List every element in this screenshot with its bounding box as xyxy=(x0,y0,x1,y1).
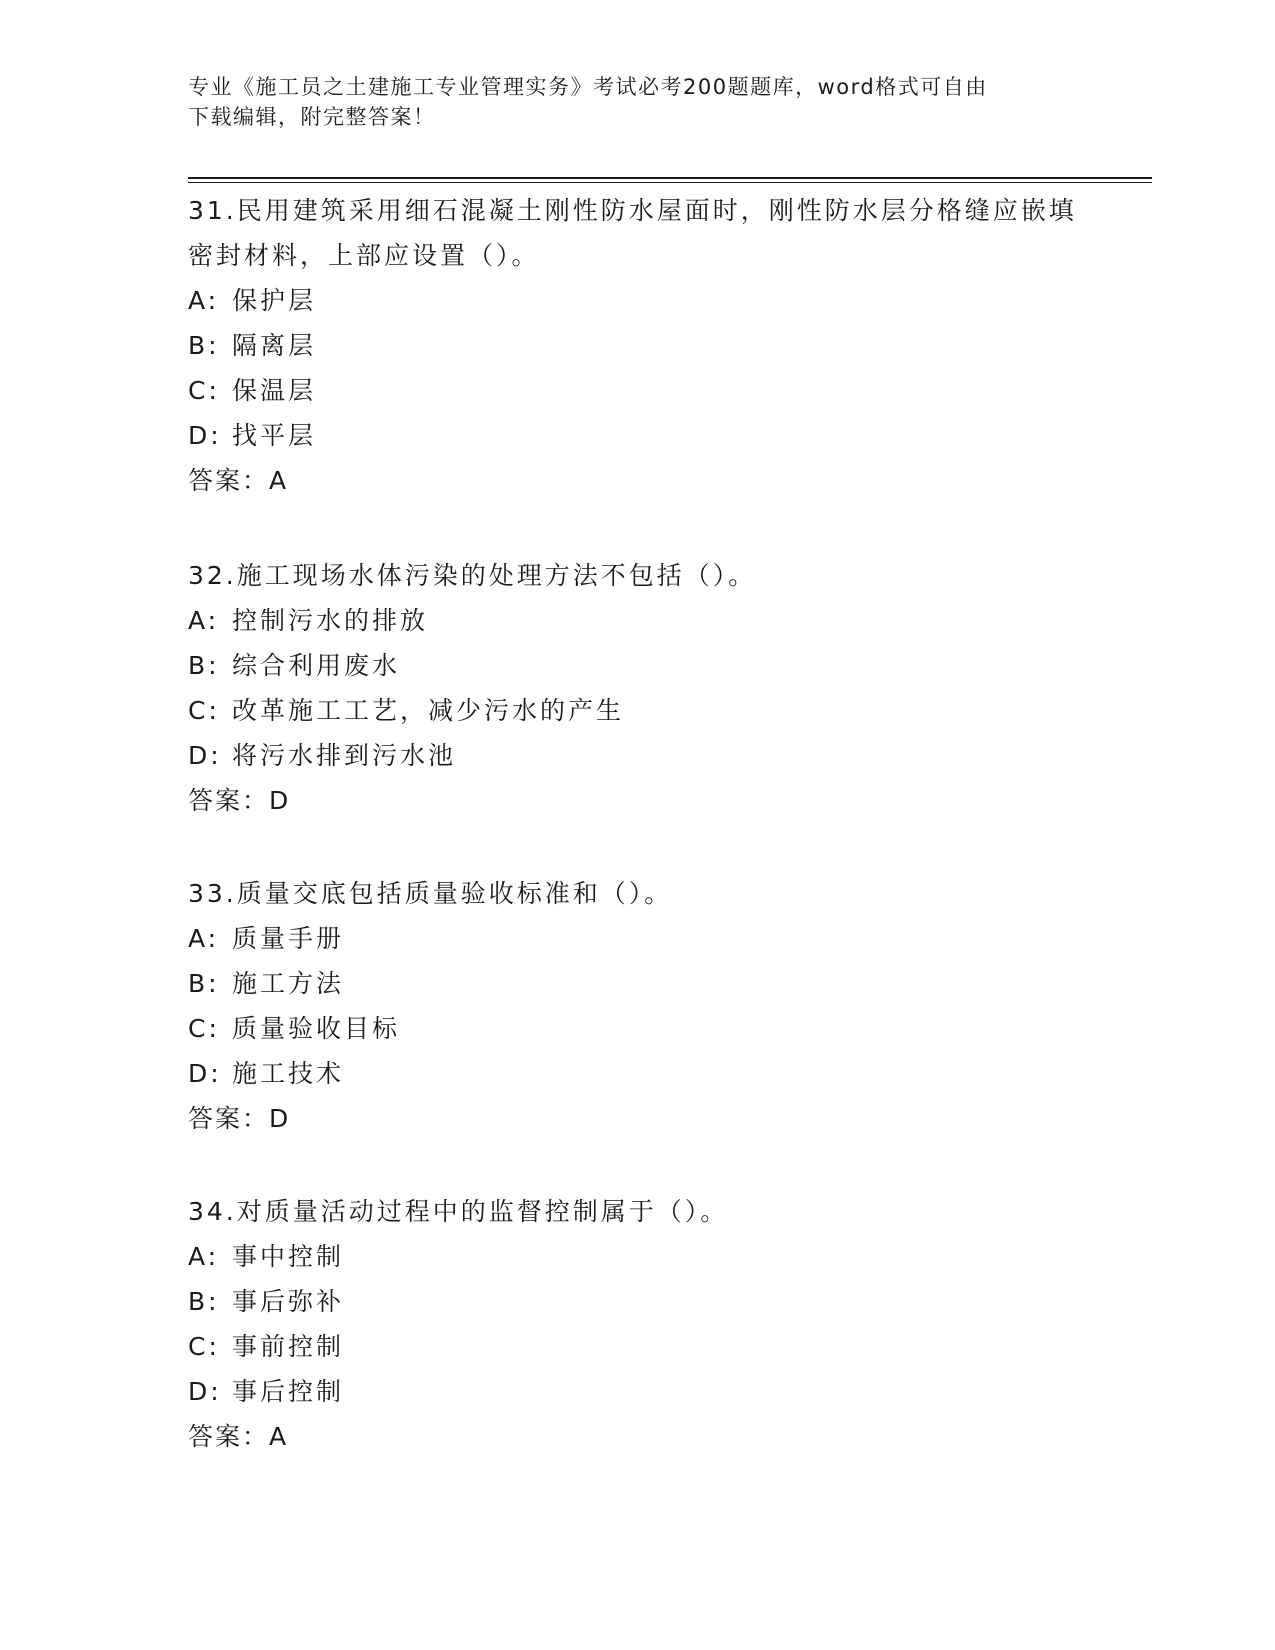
option-text: 事中控制 xyxy=(232,1242,345,1271)
option-b xyxy=(188,643,1088,688)
option-letter: A: xyxy=(188,1242,220,1271)
answer-line: 答案：A xyxy=(188,466,289,495)
question-stem: 32.施工现场水体污染的处理方法不包括（）。 xyxy=(188,561,757,590)
option-c xyxy=(188,368,1088,413)
option-text: 事后弥补 xyxy=(232,1287,345,1316)
option-letter: B: xyxy=(188,1287,220,1316)
question-stem: 31.民用建筑采用细石混凝土刚性防水屋面时，刚性防水层分格缝应嵌填密封材料，上部应设置（）。 xyxy=(188,196,1077,270)
option-letter: C: xyxy=(188,1332,220,1361)
option-a xyxy=(188,1234,1088,1279)
option-b xyxy=(188,1279,1088,1324)
option-c xyxy=(188,688,1088,733)
option-text: 事后控制 xyxy=(232,1377,345,1406)
option-b xyxy=(188,961,1088,1006)
option-text: 施工方法 xyxy=(232,969,345,998)
header-line-2: 下载编辑，附完整答案！ xyxy=(188,105,436,129)
option-text: 质量手册 xyxy=(232,924,345,953)
option-d xyxy=(188,1051,1088,1096)
document-header xyxy=(188,72,1088,132)
option-text: 保护层 xyxy=(232,286,317,315)
option-letter: A: xyxy=(188,924,220,953)
option-text: 找平层 xyxy=(232,421,317,450)
option-c xyxy=(188,1006,1088,1051)
option-letter: C: xyxy=(188,696,220,725)
option-letter: D: xyxy=(188,741,222,770)
question-stem: 33.质量交底包括质量验收标准和（）。 xyxy=(188,879,673,908)
question-stem: 34.对质量活动过程中的监督控制属于（）。 xyxy=(188,1197,729,1226)
answer-line: 答案：D xyxy=(188,1104,291,1133)
option-text: 控制污水的排放 xyxy=(232,606,429,635)
option-letter: D: xyxy=(188,1377,222,1406)
question-31 xyxy=(188,188,1088,503)
option-letter: C: xyxy=(188,1014,220,1043)
question-33 xyxy=(188,871,1088,1141)
answer-line: 答案：A xyxy=(188,1422,289,1451)
option-letter: C: xyxy=(188,376,220,405)
option-text: 事前控制 xyxy=(232,1332,345,1361)
option-text: 保温层 xyxy=(232,376,317,405)
option-text: 质量验收目标 xyxy=(232,1014,401,1043)
option-d xyxy=(188,413,1088,458)
option-letter: D: xyxy=(188,1059,222,1088)
option-c xyxy=(188,1324,1088,1369)
option-letter: B: xyxy=(188,969,220,998)
option-a xyxy=(188,278,1088,323)
option-a xyxy=(188,916,1088,961)
option-d xyxy=(188,1369,1088,1414)
option-letter: B: xyxy=(188,651,220,680)
option-b xyxy=(188,323,1088,368)
option-letter: A: xyxy=(188,606,220,635)
question-32 xyxy=(188,553,1088,823)
header-divider-thin xyxy=(188,182,1152,183)
header-divider-thick xyxy=(188,177,1152,179)
option-letter: B: xyxy=(188,331,220,360)
option-d xyxy=(188,733,1088,778)
option-text: 改革施工工艺，减少污水的产生 xyxy=(232,696,625,725)
option-letter: D: xyxy=(188,421,222,450)
option-text: 隔离层 xyxy=(232,331,317,360)
header-line-1: 专业《施工员之土建施工专业管理实务》考试必考200题题库，word格式可自由 xyxy=(188,75,988,99)
option-a xyxy=(188,598,1088,643)
option-text: 施工技术 xyxy=(232,1059,345,1088)
question-34 xyxy=(188,1189,1088,1459)
answer-line: 答案：D xyxy=(188,786,291,815)
option-text: 综合利用废水 xyxy=(232,651,401,680)
option-letter: A: xyxy=(188,286,220,315)
option-text: 将污水排到污水池 xyxy=(232,741,457,770)
